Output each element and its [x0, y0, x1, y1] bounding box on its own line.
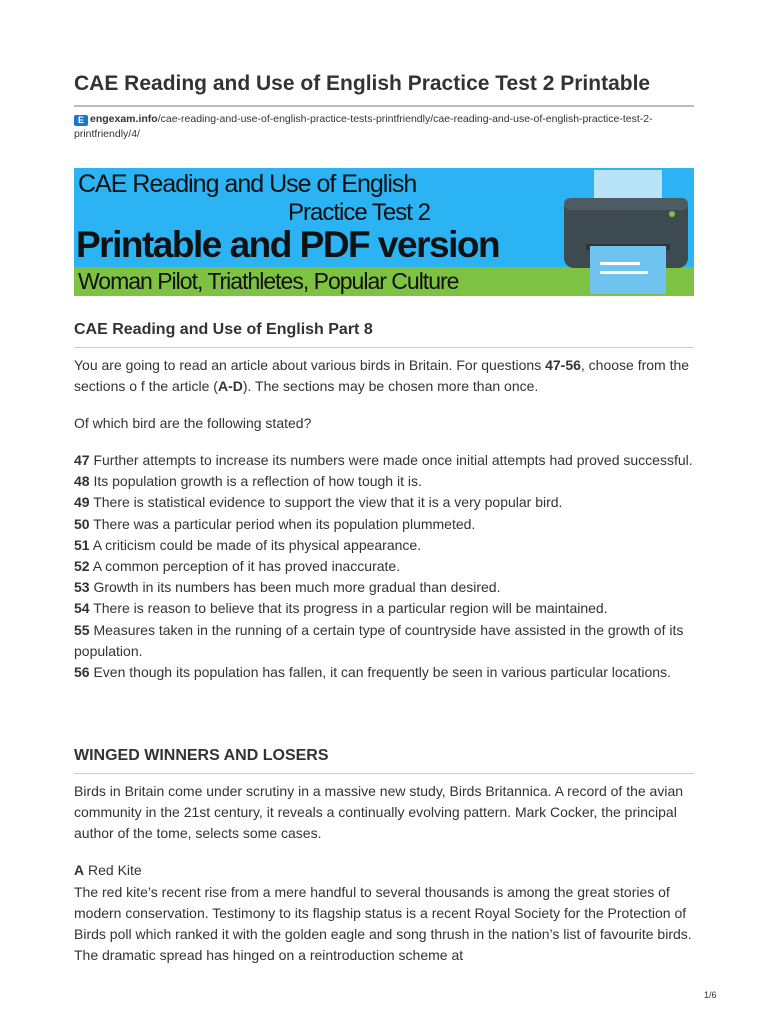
- article-heading: WINGED WINNERS AND LOSERS: [74, 747, 329, 764]
- banner-image: [74, 168, 694, 296]
- article-divider: [74, 773, 694, 774]
- question-item: 54 There is reason to believe that its progress in a particular region will be maintained.: [74, 600, 608, 617]
- question-item: 53 Growth in its numbers has been much more gradual than desired.: [74, 579, 501, 596]
- banner-line3: Printable and PDF version: [76, 224, 500, 265]
- engexam-logo-icon: E: [74, 115, 88, 126]
- document-title: CAE Reading and Use of English Practice Test 2 Printable: [74, 72, 651, 95]
- question-list: [74, 450, 694, 683]
- part8-divider: [74, 347, 694, 348]
- question-item: 52 A common perception of it has proved inaccurate.: [74, 558, 401, 575]
- banner-line1: CAE Reading and Use of English: [78, 170, 417, 198]
- source-url[interactable]: [74, 112, 694, 142]
- question-item: 49 There is statistical evidence to support the view that it is a very popular bird.: [74, 494, 563, 511]
- part8-prompt: Of which bird are the following stated?: [74, 415, 312, 431]
- printer-icon: [560, 168, 694, 296]
- title-divider: [74, 105, 694, 107]
- section-a-heading: A Red Kite: [74, 862, 142, 878]
- question-item: 48 Its population growth is a reflection of how tough it is.: [74, 473, 422, 490]
- source-domain: engexam.info: [90, 113, 158, 125]
- question-item: 56 Even though its population has fallen, it can frequently be seen in various particular locations.: [74, 664, 671, 681]
- section-a-text: The red kite’s recent rise from a mere handful to several thousands is among the great stories of modern conservation. Testimony to its flagship status is a recent Royal Society for the Protection of Birds poll which ranked it with the golden eagle and song thrush in the nation’s list of favourite birds. The dramatic spread has hinged on a reintroduction scheme at: [74, 884, 692, 963]
- banner-line4: Woman Pilot, Triathletes, Popular Culture: [78, 268, 459, 294]
- part8-intro: You are going to read an article about various birds in Britain. For questions 47-56, choose from the sections o f the article (A-D). The sections may be chosen more than once.: [74, 357, 690, 394]
- question-item: 55 Measures taken in the running of a certain type of countryside have assisted in the growth of its population.: [74, 621, 684, 659]
- question-item: 47 Further attempts to increase its numbers were made once initial attempts had proved successful.: [74, 452, 693, 468]
- source-path: /cae-reading-and-use-of-english-practice-tests-printfriendly/cae-reading-and-use-of-english-practice-test-2-printfriendly/4/: [74, 113, 653, 140]
- article-intro: Birds in Britain come under scrutiny in a massive new study, Birds Britannica. A record of the avian community in the 21st century, it reveals a continually evolving pattern. Mark Cocker, the principal author of the tome, selects some cases.: [74, 783, 684, 841]
- question-item: 51 A criticism could be made of its physical appearance.: [74, 536, 422, 553]
- banner-line2: Practice Test 2: [288, 199, 430, 226]
- part8-heading: CAE Reading and Use of English Part 8: [74, 321, 373, 338]
- page-number: 1/6: [704, 990, 717, 1000]
- question-item: 50 There was a particular period when its population plummeted.: [74, 515, 476, 532]
